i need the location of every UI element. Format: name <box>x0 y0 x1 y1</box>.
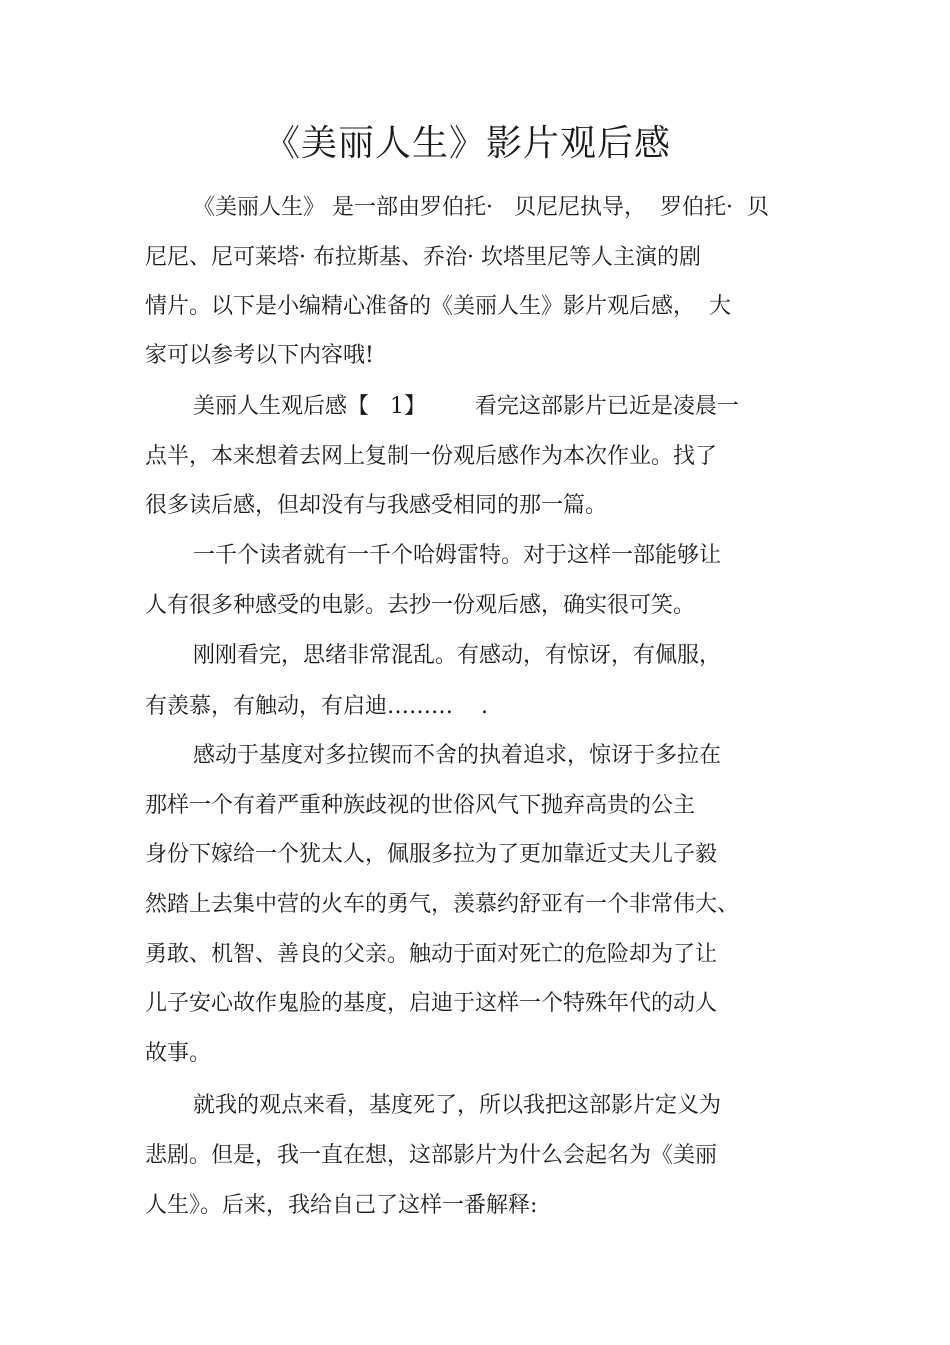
text-line: 家可以参考以下内容哦! <box>145 343 374 368</box>
text-line: 有羡慕，有触动，有启迪……… . <box>145 694 488 719</box>
text-line: 点半，本来想着去网上复制一份观后感作为本次作业。找了 <box>145 444 718 469</box>
text-line: 悲剧。但是，我一直在想，这部影片为什么会起名为《美丽 <box>145 1143 718 1168</box>
text-line: 情片。以下是小编精心准备的《美丽人生》影片观后感， 大 <box>145 294 731 319</box>
text-line: 勇敢、机智、善良的父亲。触动于面对死亡的危险却为了让 <box>145 942 718 967</box>
text-line: 很多读后感，但却没有与我感受相同的那一篇。 <box>145 493 608 518</box>
text-line: 美丽人生观后感【 1】 看完这部影片已近是凌晨一 <box>193 394 739 419</box>
text-line: 就我的观点来看，基度死了，所以我把这部影片定义为 <box>193 1093 722 1118</box>
text-line: 人有很多种感受的电影。去抄一份观后感，确实很可笑。 <box>145 593 696 618</box>
text-line: 那样一个有着严重种族歧视的世俗风气下抛弃高贵的公主 <box>145 793 696 818</box>
text-line: 人生》。后来，我给自己了这样一番解释: <box>145 1193 538 1218</box>
text-line: 一千个读者就有一千个哈姆雷特。对于这样一部能够让 <box>193 543 722 568</box>
text-line: 身份下嫁给一个犹太人，佩服多拉为了更加靠近丈夫儿子毅 <box>145 842 718 867</box>
text-line: 刚刚看完，思绪非常混乱。有感动，有惊讶，有佩服， <box>193 643 722 668</box>
text-line: 《美丽人生》 是一部由罗伯托· 贝尼尼执导， 罗伯托· 贝 <box>193 195 769 220</box>
text-line: 尼尼、尼可莱塔· 布拉斯基、乔治· 坎塔里尼等人主演的剧 <box>145 245 701 270</box>
text-line: 故事。 <box>145 1041 212 1066</box>
text-line: 感动于基度对多拉锲而不舍的执着追求，惊讶于多拉在 <box>193 743 722 768</box>
text-line: 儿子安心故作鬼脸的基度，启迪于这样一个特殊年代的动人 <box>145 991 718 1016</box>
text-line: 然踏上去集中营的火车的勇气，羡慕约舒亚有一个非常伟大、 <box>145 892 740 917</box>
document-title: 《美丽人生》影片观后感 <box>263 123 671 164</box>
